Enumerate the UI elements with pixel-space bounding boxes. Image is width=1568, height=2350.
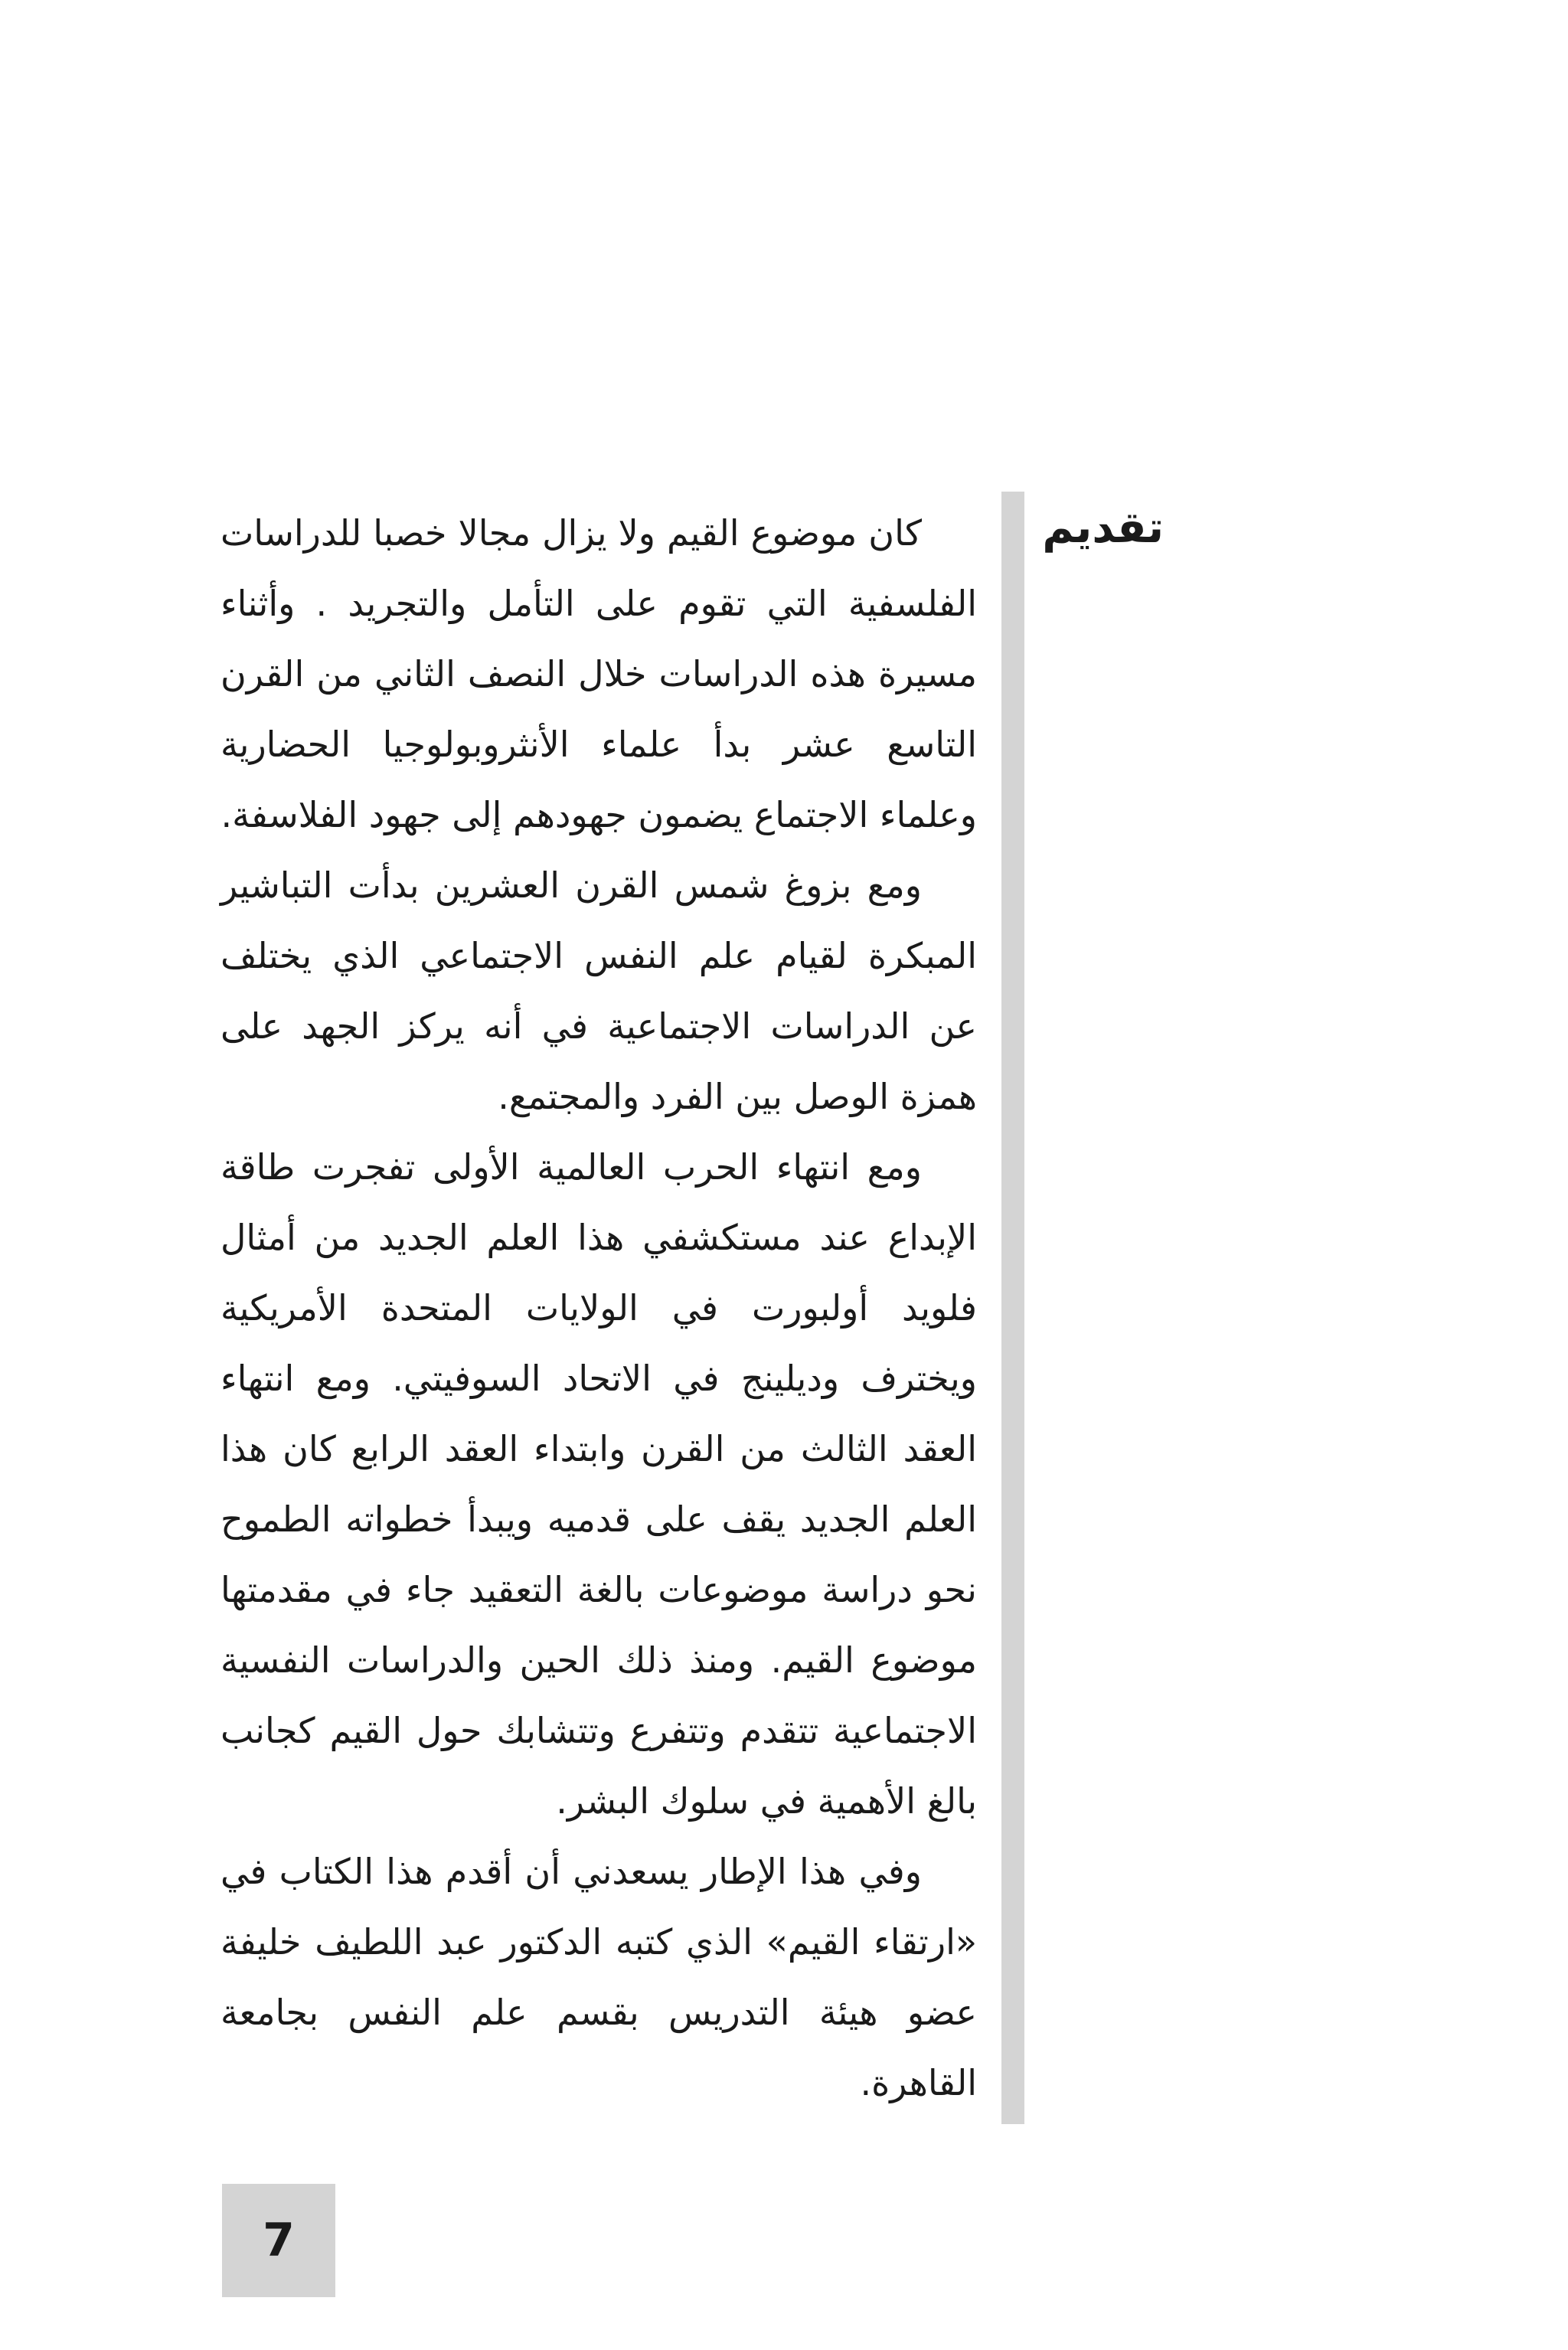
paragraph: كان موضوع القيم ولا يزال مجالا خصبا للدراسات الفلسفية التي تقوم على التأمل والتجريد . وأثناء مسيرة هذه الدراسات خلال النصف الثاني من القرن التاسع عشر بدأ علماء الأنثروبولوجيا الحضارية وعلماء الاجتماع يضمون جهودهم إلى جهود الفلاسفة.	[220, 512, 977, 835]
margin-rule	[1001, 492, 1024, 2124]
paragraph: ومع انتهاء الحرب العالمية الأولى تفجرت طاقة الإبداع عند مستكشفي هذا العلم الجديد من أمثال فلويد أولبورت في الولايات المتحدة الأمريكية ويخترف وديلينج في الاتحاد السوفيتي. ومع انتهاء العقد الثالث من القرن وابتداء العقد الرابع كان هذا العلم الجديد يقف على قدميه ويبدأ خطواته الطموح نحو دراسة موضوعات بالغة التعقيد جاء في مقدمتها موضوع القيم. ومنذ ذلك الحين والدراسات النفسية الاجتماعية تتقدم وتتفرع وتتشابك حول القيم كجانب بالغ الأهمية في سلوك البشر.	[220, 1146, 977, 1822]
body-text	[220, 498, 977, 2118]
page-number-box	[222, 2184, 335, 2297]
page-number: 7	[263, 2214, 295, 2267]
paragraph: وفي هذا الإطار يسعدني أن أقدم هذا الكتاب في «ارتقاء القيم» الذي كتبه الدكتور عبد اللطيف خليفة عضو هيئة التدريس بقسم علم النفس بجامعة القاهرة.	[220, 1851, 977, 2103]
paragraph: ومع بزوغ شمس القرن العشرين بدأت التباشير المبكرة لقيام علم النفس الاجتماعي الذي يختلف عن الدراسات الاجتماعية في أنه يركز الجهد على همزة الوصل بين الفرد والمجتمع.	[220, 864, 977, 1117]
chapter-heading: تقديم	[1042, 503, 1164, 553]
